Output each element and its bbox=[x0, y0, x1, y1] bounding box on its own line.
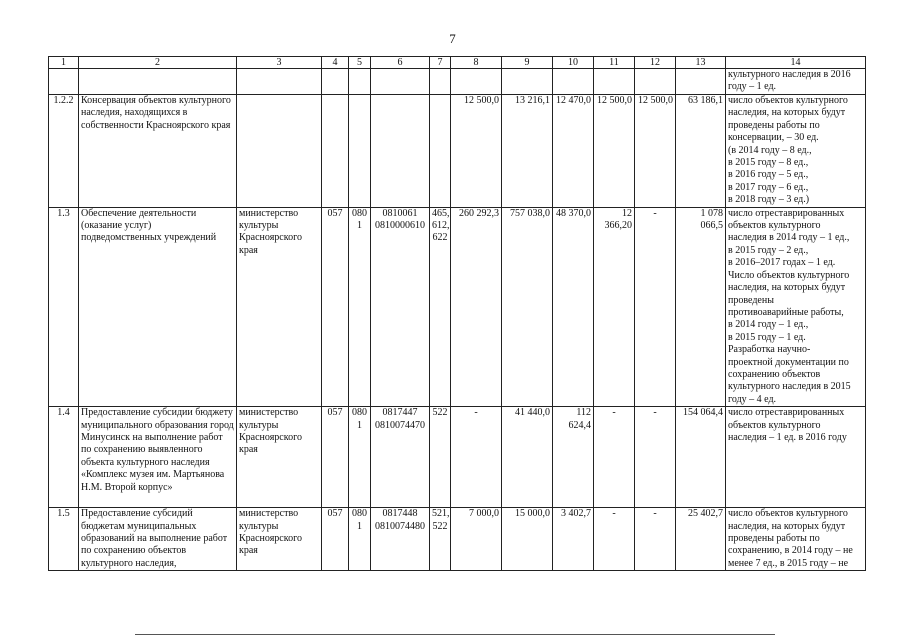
expected-result: число объектов культурного наследия, на которых будут проведены работы по сохранению, в 2014 году – не менее 7 ед., в 2015 году – не bbox=[726, 508, 866, 571]
cell-amount: 12 500,0 bbox=[635, 95, 676, 208]
executor bbox=[237, 95, 322, 208]
expected-result: число отреставрированных объектов культурного наследия в 2014 году – 1 ед., в 2015 году – 2 ед., в 2016–2017 годах – 1 ед. Число объектов культурного наследия, на которых будут проведены противоаварийные работы, в 2014 году – 1 ед., в 2015 году – 1 ед. Разработка научно- проектной документации по сохранению объектов культурного наследия в 2015 году – 4 ед. bbox=[726, 207, 866, 407]
column-header: 3 bbox=[237, 57, 322, 69]
cell-rzpr: 0801 bbox=[349, 207, 371, 407]
activity-name: Консервация объектов культурного наследия, находящихся в собственности Красноярского края bbox=[79, 95, 237, 208]
cell-amount: 48 370,0 bbox=[553, 207, 594, 407]
cell-grbs bbox=[322, 95, 349, 208]
cell-amount: 12 366,20 bbox=[594, 207, 635, 407]
cell-amount: 13 216,1 bbox=[502, 95, 553, 208]
cell-amount: 41 440,0 bbox=[502, 407, 553, 508]
cell-rzpr bbox=[349, 95, 371, 208]
activity-name: Обеспечение деятельности (оказание услуг) подведомственных учреждений bbox=[79, 207, 237, 407]
cell-amount: 12 500,0 bbox=[594, 95, 635, 208]
cell-grbs: 057 bbox=[322, 508, 349, 571]
column-header: 6 bbox=[371, 57, 430, 69]
cell-amount bbox=[594, 69, 635, 95]
cell-amount bbox=[451, 69, 502, 95]
cell-amount: 3 402,7 bbox=[553, 508, 594, 571]
row-number: 1.3 bbox=[49, 207, 79, 407]
column-header: 11 bbox=[594, 57, 635, 69]
page-bottom-rule bbox=[135, 634, 775, 635]
activity-name: Предоставление субсидии бюджету муниципального образования город Минусинск на выполнение работ по сохранению выявленного объекта культурного наследия «Комплекс музея им. Мартьянова Н.М. Второй корпус» bbox=[79, 407, 237, 508]
column-header: 7 bbox=[430, 57, 451, 69]
cell-rzpr: 0801 bbox=[349, 508, 371, 571]
cell-csr bbox=[371, 95, 430, 208]
row-number bbox=[49, 69, 79, 95]
cell-amount: 12 500,0 bbox=[451, 95, 502, 208]
cell-total: 1 078 066,5 bbox=[676, 207, 726, 407]
page-number: 7 bbox=[449, 31, 456, 46]
cell-amount: 12 470,0 bbox=[553, 95, 594, 208]
cell-total: 154 064,4 bbox=[676, 407, 726, 508]
cell-amount bbox=[553, 69, 594, 95]
cell-csr: 0817447 0810074470 bbox=[371, 407, 430, 508]
cell-vr: 465, 612, 622 bbox=[430, 207, 451, 407]
column-header: 1 bbox=[49, 57, 79, 69]
cell-amount: - bbox=[594, 407, 635, 508]
cell-amount: - bbox=[451, 407, 502, 508]
cell-amount: - bbox=[635, 508, 676, 571]
cell-amount: 7 000,0 bbox=[451, 508, 502, 571]
cell-total: 25 402,7 bbox=[676, 508, 726, 571]
executor: министерство культуры Красноярского края bbox=[237, 207, 322, 407]
table-row bbox=[49, 207, 866, 407]
activity-name bbox=[79, 69, 237, 95]
column-header: 2 bbox=[79, 57, 237, 69]
column-number-row bbox=[49, 57, 866, 69]
cell-grbs bbox=[322, 69, 349, 95]
row-number: 1.4 bbox=[49, 407, 79, 508]
column-header: 4 bbox=[322, 57, 349, 69]
column-header: 10 bbox=[553, 57, 594, 69]
expected-result: число объектов культурного наследия, на которых будут проведены работы по консервации, – 30 ед. (в 2014 году – 8 ед., в 2015 году – 8 ед., в 2016 году – 5 ед., в 2017 году – 6 ед., в 2018 году – 3 ед.) bbox=[726, 95, 866, 208]
activity-name: Предоставление субсидий бюджетам муниципальных образований на выполнение работ по сохранению объектов культурного наследия, bbox=[79, 508, 237, 571]
column-header: 14 bbox=[726, 57, 866, 69]
row-number: 1.2.2 bbox=[49, 95, 79, 208]
expected-result: культурного наследия в 2016 году – 1 ед. bbox=[726, 69, 866, 95]
cell-amount: - bbox=[635, 407, 676, 508]
cell-amount bbox=[502, 69, 553, 95]
cell-amount: - bbox=[635, 207, 676, 407]
cell-vr: 521, 522 bbox=[430, 508, 451, 571]
cell-amount: - bbox=[594, 508, 635, 571]
budget-table bbox=[48, 56, 866, 571]
cell-amount bbox=[635, 69, 676, 95]
table-row bbox=[49, 508, 866, 571]
cell-grbs: 057 bbox=[322, 207, 349, 407]
cell-total: 63 186,1 bbox=[676, 95, 726, 208]
column-header: 8 bbox=[451, 57, 502, 69]
cell-vr bbox=[430, 69, 451, 95]
cell-csr: 0810061 0810000610 bbox=[371, 207, 430, 407]
cell-amount: 260 292,3 bbox=[451, 207, 502, 407]
cell-vr: 522 bbox=[430, 407, 451, 508]
cell-grbs: 057 bbox=[322, 407, 349, 508]
column-header: 13 bbox=[676, 57, 726, 69]
cell-amount: 15 000,0 bbox=[502, 508, 553, 571]
cell-csr bbox=[371, 69, 430, 95]
table-row bbox=[49, 95, 866, 208]
cell-amount: 112 624,4 bbox=[553, 407, 594, 508]
executor bbox=[237, 69, 322, 95]
executor: министерство культуры Красноярского края bbox=[237, 508, 322, 571]
column-header: 12 bbox=[635, 57, 676, 69]
column-header: 9 bbox=[502, 57, 553, 69]
cell-rzpr bbox=[349, 69, 371, 95]
row-number: 1.5 bbox=[49, 508, 79, 571]
expected-result: число отреставрированных объектов культурного наследия – 1 ед. в 2016 году bbox=[726, 407, 866, 508]
table-row bbox=[49, 407, 866, 508]
table-row bbox=[49, 69, 866, 95]
cell-vr bbox=[430, 95, 451, 208]
cell-csr: 0817448 0810074480 bbox=[371, 508, 430, 571]
cell-total bbox=[676, 69, 726, 95]
cell-amount: 757 038,0 bbox=[502, 207, 553, 407]
executor: министерство культуры Красноярского края bbox=[237, 407, 322, 508]
column-header: 5 bbox=[349, 57, 371, 69]
cell-rzpr: 0801 bbox=[349, 407, 371, 508]
